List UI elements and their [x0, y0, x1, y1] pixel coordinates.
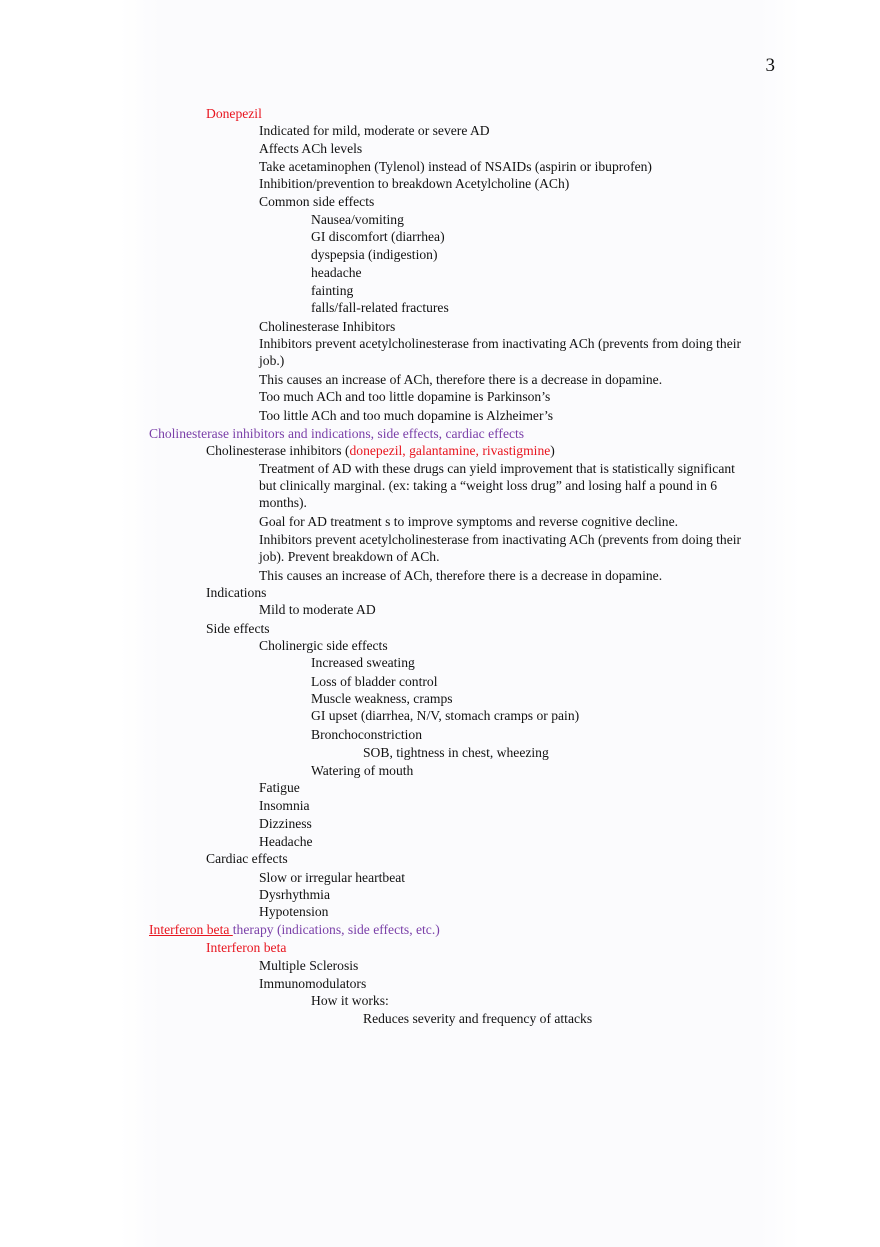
text-run: Goal for AD treatment s to improve symptoms and reverse cognitive decline. [259, 514, 679, 529]
text-run: Fatigue [259, 780, 300, 795]
outline-item-text [259, 637, 388, 654]
outline-item-text [259, 477, 717, 494]
text-run: Mild to moderate AD [259, 602, 376, 617]
text-run: Inhibitors prevent acetylcholinesterase from inactivating ACh (prevents from doing their [259, 336, 742, 351]
text-run: Affects ACh levels [259, 141, 363, 156]
outline-item-text [259, 371, 662, 388]
text-run: Slow or irregular heartbeat [259, 870, 406, 885]
outline-item-text [311, 707, 579, 724]
outline-item-text [259, 957, 358, 974]
text-run: Increased sweating [311, 655, 415, 670]
text-run: Cholinesterase inhibitors and indications, side effects, cardiac effects [149, 426, 525, 441]
text-run: Cholinesterase inhibitors ( [206, 443, 350, 458]
outline-item-text [259, 869, 405, 886]
text-run: Common side effects [259, 194, 375, 209]
outline-item-text [259, 352, 284, 369]
text-run: Cholinesterase Inhibitors [259, 319, 396, 334]
text-run: Interferon beta [206, 940, 287, 955]
outline-item-text [259, 601, 376, 618]
outline-item-text [206, 442, 555, 459]
outline-item-text [311, 228, 445, 245]
text-run: GI upset (diarrhea, N/V, stomach cramps or pain) [311, 708, 580, 723]
text-run: Cardiac effects [206, 851, 288, 866]
outline-item-text [311, 654, 415, 671]
text-run: fainting [311, 283, 354, 298]
text-run: GI discomfort (diarrhea) [311, 229, 445, 244]
text-run: Donepezil [206, 106, 262, 121]
text-run: Headache [259, 834, 313, 849]
outline-item-text [259, 158, 652, 175]
outline-item-text [149, 921, 440, 938]
text-run: Indicated for mild, moderate or severe AD [259, 123, 490, 138]
outline-item-text [206, 584, 266, 601]
outline-item-text [311, 992, 389, 1009]
text-run: falls/fall-related fractures [311, 300, 449, 315]
text-run: Hypotension [259, 904, 329, 919]
outline-item-text [259, 886, 330, 903]
text-run: Interferon beta [149, 922, 233, 937]
text-run: Multiple Sclerosis [259, 958, 359, 973]
text-run: donepezil, galantamine, rivastigmine [349, 443, 551, 458]
outline-item-text [206, 939, 286, 956]
text-run: Too little ACh and too much dopamine is Alzheimer’s [259, 408, 554, 423]
text-run: Watering of mouth [311, 763, 414, 778]
outline-item-text [311, 246, 437, 263]
text-run: headache [311, 265, 362, 280]
outline-item-text [259, 175, 569, 192]
outline-item-text [311, 282, 353, 299]
text-run: Inhibitors prevent acetylcholinesterase from inactivating ACh (prevents from doing their [259, 532, 742, 547]
text-run: Nausea/vomiting [311, 212, 404, 227]
outline-item-text [259, 815, 312, 832]
text-run: ) [550, 443, 555, 458]
outline-item-text [259, 388, 550, 405]
outline-item-text [259, 513, 678, 530]
text-run: job.) [259, 353, 285, 368]
outline-item-text [311, 299, 449, 316]
outline-item-text [206, 620, 270, 637]
text-run: Treatment of AD with these drugs can yield improvement that is statistically significant [259, 461, 735, 476]
text-run: Side effects [206, 621, 270, 636]
outline-item-text [259, 193, 374, 210]
text-run: months). [259, 495, 307, 510]
text-run: Take acetaminophen (Tylenol) instead of NSAIDs (aspirin or ibuprofen) [259, 159, 652, 174]
outline-item-text [206, 850, 288, 867]
outline-item-text [311, 762, 413, 779]
outline-item-text [259, 567, 662, 584]
outline-item-text [259, 318, 395, 335]
outline-item-text [259, 335, 741, 352]
outline-item-text [311, 264, 362, 281]
outline-item-text [311, 673, 437, 690]
outline-item-text [259, 779, 300, 796]
text-run: therapy (indications, side effects, etc.) [232, 922, 440, 937]
text-run: dyspepsia (indigestion) [311, 247, 438, 262]
outline-item-text [259, 975, 366, 992]
outline-item-text [259, 548, 439, 565]
outline-item-text [311, 726, 422, 743]
text-run: Inhibition/prevention to breakdown Acetylcholine (ACh) [259, 176, 570, 191]
text-run: SOB, tightness in chest, wheezing [363, 745, 549, 760]
outline-item-text [259, 833, 313, 850]
outline-item-text [259, 903, 328, 920]
outline-item-text [311, 690, 453, 707]
text-run: This causes an increase of ACh, therefore there is a decrease in dopamine. [259, 372, 663, 387]
page-number: 3 [765, 55, 775, 76]
text-run: How it works: [311, 993, 389, 1008]
outline-item-text [259, 460, 735, 477]
outline-item-text [259, 140, 362, 157]
text-run: Reduces severity and frequency of attacks [363, 1011, 593, 1026]
outline-item-text [363, 1010, 592, 1027]
text-run: Loss of bladder control [311, 674, 438, 689]
text-run: Indications [206, 585, 267, 600]
text-run: but clinically marginal. (ex: taking a “weight loss drug” and losing half a pound in 6 [259, 478, 718, 493]
text-run: Dysrhythmia [259, 887, 330, 902]
outline-item-text [259, 122, 490, 139]
text-run: Muscle weakness, cramps [311, 691, 453, 706]
outline-item-text [259, 494, 307, 511]
text-run: This causes an increase of ACh, therefore there is a decrease in dopamine. [259, 568, 663, 583]
outline-item-text [259, 531, 741, 548]
outline-item-text [311, 211, 404, 228]
text-run: Insomnia [259, 798, 310, 813]
outline-item-text [149, 425, 524, 442]
outline-item-text [259, 797, 310, 814]
text-run: Too much ACh and too little dopamine is Parkinson’s [259, 389, 551, 404]
text-run: Immunomodulators [259, 976, 367, 991]
outline-item-text [363, 744, 549, 761]
outline-item-text [259, 407, 553, 424]
text-run: Dizziness [259, 816, 312, 831]
text-run: job). Prevent breakdown of ACh. [259, 549, 440, 564]
text-run: Cholinergic side effects [259, 638, 388, 653]
text-run: Bronchoconstriction [311, 727, 422, 742]
outline-item-text [206, 105, 262, 122]
